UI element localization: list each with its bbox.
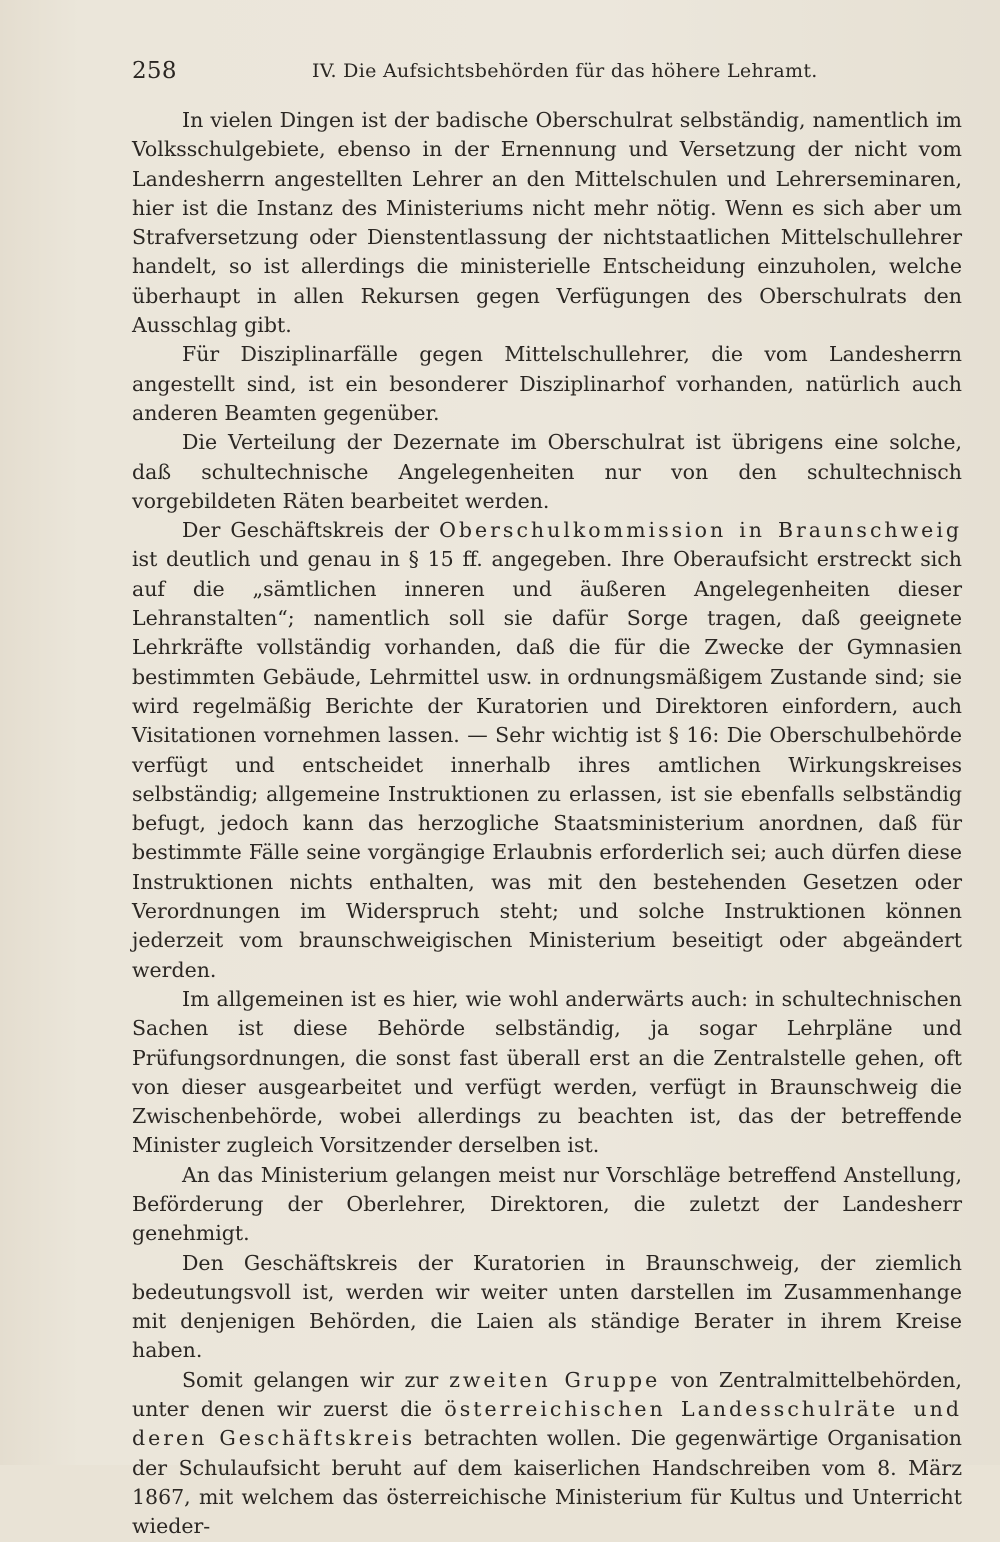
body-text: [132, 106, 962, 1542]
spaced-emphasis: zweiten Gruppe: [449, 1367, 661, 1392]
spaced-emphasis: österreichischen Landesschulräte und deren Geschäftskreis: [132, 1397, 963, 1451]
text-run: betrachten wollen. Die gegenwärtige Organisation der Schulaufsicht beruht auf dem kaiserlichen Handschreiben vom 8. März 1867, mit welchem das österreichische Ministerium für Kultus und Unterricht wieder-: [132, 1426, 962, 1539]
paragraph: [132, 516, 962, 985]
text-run: Der Geschäftskreis der: [182, 518, 440, 543]
page-header: [132, 58, 962, 88]
paragraph: In vielen Dingen ist der badische Oberschulrat selbständig, namentlich im Volksschulgebiete, ebenso in der Ernennung und Versetzung der nicht vom Landesherrn angestellten Lehrer an den Mittelschulen und Lehrerseminaren, hier ist die Instanz des Ministeriums nicht mehr nötig. Wenn es sich aber um Strafversetzung oder Dienstentlassung der nichtstaatlichen Mittelschullehrer handelt, so ist allerdings die ministerielle Entscheidung einzuholen, welche überhaupt in allen Rekursen gegen Verfügungen des Oberschulrats den Ausschlag gibt.: [132, 108, 962, 338]
spaced-emphasis: Oberschulkommission in Braunschweig: [439, 518, 962, 543]
paragraph: Im allgemeinen ist es hier, wie wohl anderwärts auch: in schultechnischen Sachen ist diese Behörde selbständig, ja sogar Lehrpläne und Prüfungsordnungen, die sonst fast überall erst an die Zentralstelle gehen, oft von dieser ausgearbeitet und verfügt werden, verfügt in Braunschweig die Zwischenbehörde, wobei allerdings zu beachten ist, das der betreffende Minister zugleich Vorsitzender derselben ist.: [132, 986, 962, 1158]
running-head: IV. Die Aufsichtsbehörden für das höhere Lehramt.: [312, 60, 818, 82]
text-run: von Zentralmittelbehörden, unter denen wir zuerst die: [132, 1367, 962, 1422]
paragraph: Den Geschäftskreis der Kuratorien in Braunschweig, der ziemlich bedeutungsvoll ist, werden wir weiter unten darstellen im Zusammenhange mit denjenigen Behörden, die Laien als ständige Berater in ihrem Kreise haben.: [132, 1250, 962, 1363]
paragraph: Für Disziplinarfälle gegen Mittelschullehrer, die vom Landesherrn angestellt sind, ist ein besonderer Disziplinarhof vorhanden, natürlich auch anderen Beamten gegenüber.: [132, 342, 962, 425]
page-number: 258: [132, 58, 177, 84]
text-run: Somit gelangen wir zur: [182, 1367, 450, 1392]
paragraph: Die Verteilung der Dezernate im Oberschulrat ist übrigens eine solche, daß schultechnische Angelegenheiten nur von den schultechnisch vorgebildeten Räten bearbeitet werden.: [132, 430, 962, 513]
paragraph: [132, 1366, 962, 1542]
paragraph: An das Ministerium gelangen meist nur Vorschläge betreffend Anstellung, Beförderung der Oberlehrer, Direktoren, die zuletzt der Landesherr genehmigt.: [132, 1162, 962, 1246]
text-run: ist deutlich und genau in § 15 ff. angegeben. Ihre Oberaufsicht erstreckt sich auf die „sämtlichen inneren und äußeren Angelegenheiten dieser Lehranstalten“; namentlich soll sie dafür Sorge tragen, daß geeignete Lehrkräfte vollständig vorhanden, daß die für die Zwecke der Gymnasien bestimmten Gebäude, Lehrmittel usw. in ordnungsmäßigem Zustande sind; sie wird regelmäßig Berichte der Kuratorien und Direktoren einfordern, auch Visitationen vornehmen lassen. — Sehr wichtig ist § 16: Die Oberschulbehörde verfügt und entscheidet innerhalb ihres amtlichen Wirkungskreises selbständig; allgemeine Instruktionen zu erlassen, ist sie ebenfalls selbständig befugt, jedoch kann das herzogliche Staatsministerium anordnen, daß für bestimmte Fälle seine vorgängige Erlaubnis erforderlich sei; auch dürfen diese Instruktionen nichts enthalten, was mit den bestehenden Gesetzen oder Verordnungen im Widerspruch steht; und solche Instruktionen können jederzeit vom braunschweigischen Ministerium beseitigt oder abgeändert werden.: [132, 547, 962, 982]
